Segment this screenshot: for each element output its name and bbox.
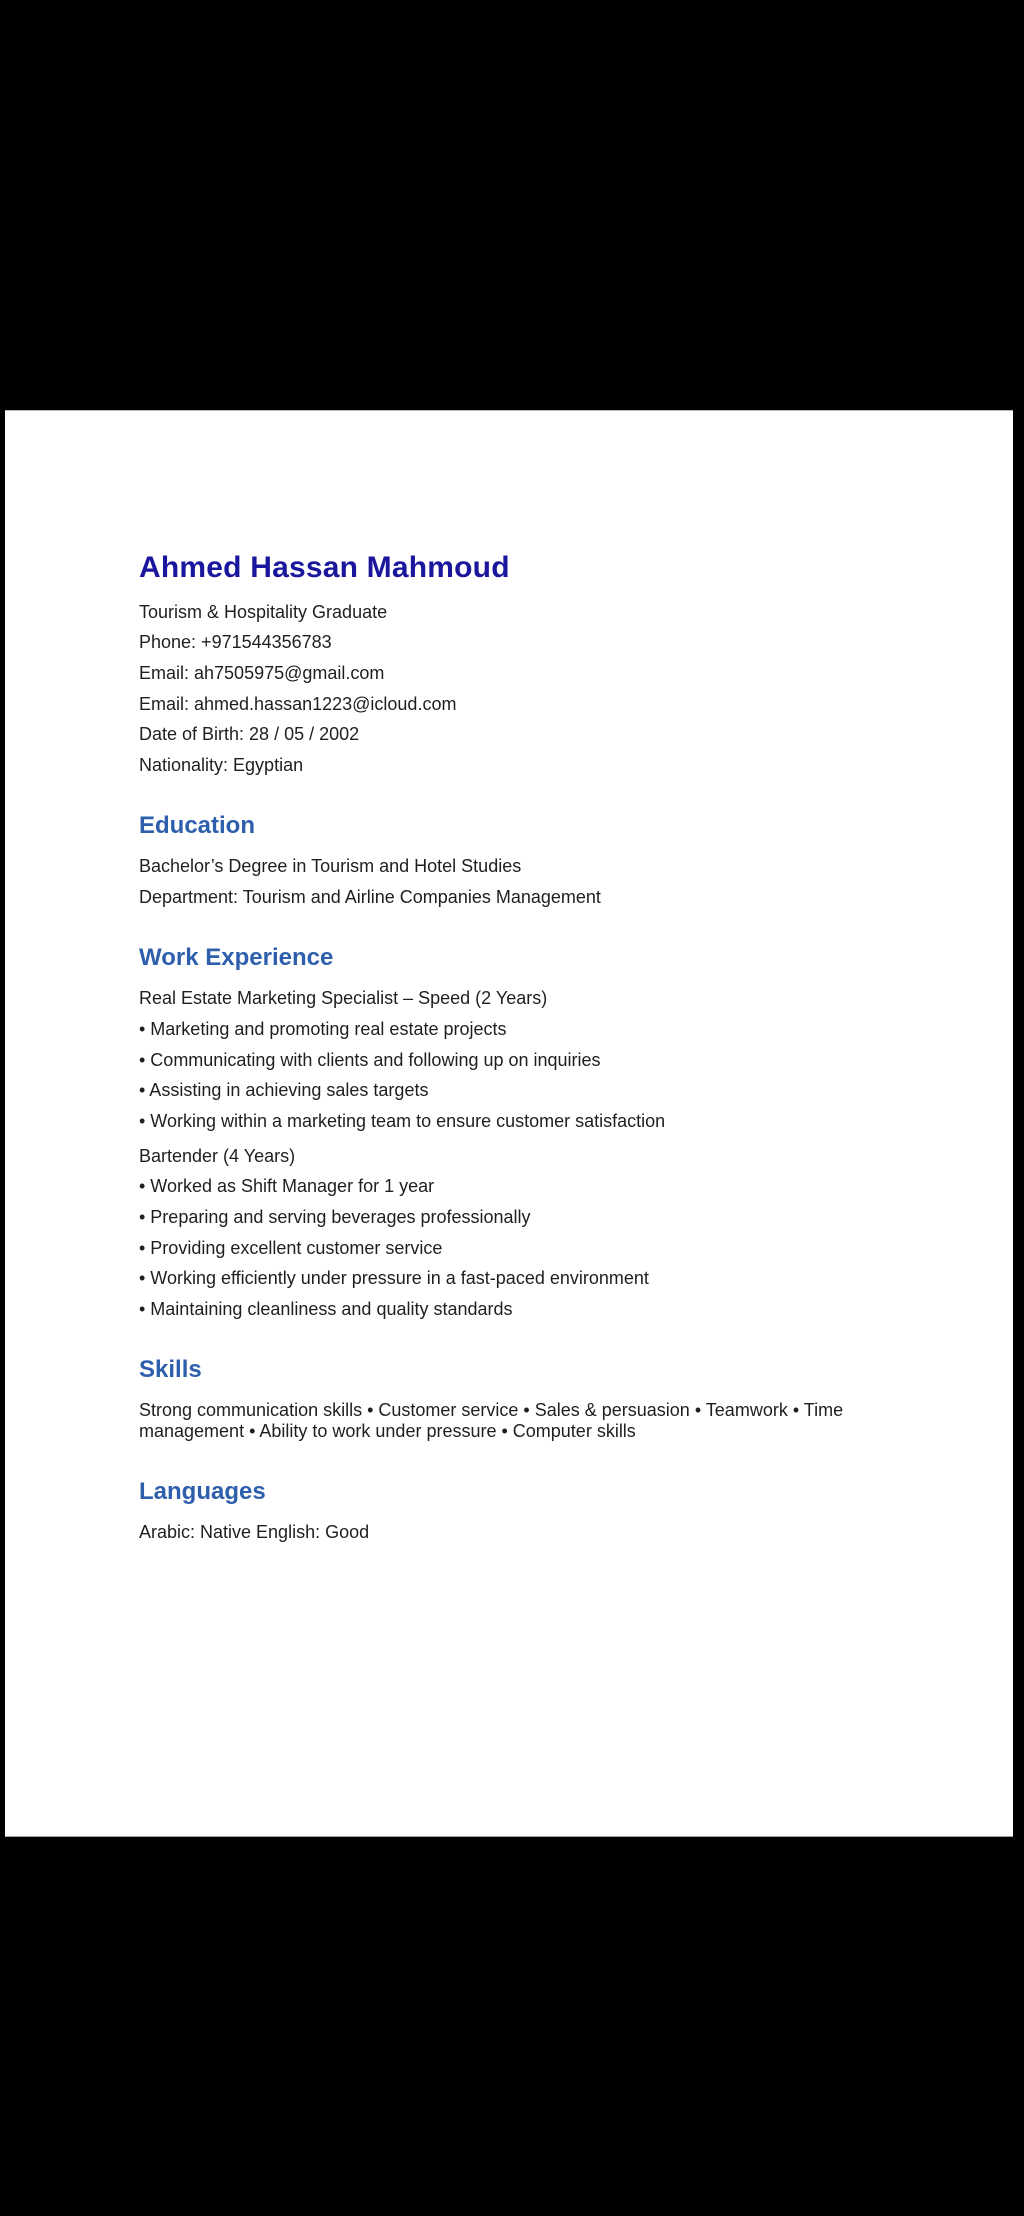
section-heading-languages: Languages — [139, 1477, 266, 1505]
bullet-item: • Working efficiently under pressure in a fast-paced environment — [139, 1268, 649, 1289]
contact-line-email-2: Email: ahmed.hassan1223@icloud.com — [139, 693, 457, 714]
section-heading-education: Education — [139, 811, 256, 839]
job-title: Real Estate Marketing Specialist – Speed (2 Years) — [139, 988, 548, 1009]
document-page — [5, 410, 1013, 1837]
bullet-item: • Maintaining cleanliness and quality standards — [139, 1299, 513, 1320]
bullet-item: • Marketing and promoting real estate projects — [139, 1018, 507, 1039]
languages-text: Arabic: Native English: Good — [139, 1522, 370, 1543]
education-line: Bachelor’s Degree in Tourism and Hotel Studies — [139, 856, 522, 877]
bullet-item: • Assisting in achieving sales targets — [139, 1080, 429, 1101]
bullet-item: • Preparing and serving beverages professionally — [139, 1207, 531, 1227]
skills-text: Strong communication skills • Customer service • Sales & persuasion • Teamwork • Time management • Ability to work under pressure • Computer skills — [139, 1400, 844, 1442]
contact-line-nationality: Nationality: Egyptian — [139, 754, 304, 775]
bullet-item: • Providing excellent customer service — [139, 1237, 443, 1258]
education-line: Department: Tourism and Airline Companies Management — [139, 886, 601, 907]
bullet-item: • Worked as Shift Manager for 1 year — [139, 1176, 435, 1197]
job-title: Bartender (4 Years) — [139, 1145, 296, 1166]
contact-line-role: Tourism & Hospitality Graduate — [139, 601, 388, 622]
bullet-item: • Working within a marketing team to ensure customer satisfaction — [139, 1110, 666, 1131]
section-heading-skills: Skills — [139, 1355, 202, 1383]
section-heading-work-experience: Work Experience — [139, 943, 334, 971]
contact-line-email-1: Email: ah7505975@gmail.com — [139, 662, 385, 683]
contact-line-dob: Date of Birth: 28 / 05 / 2002 — [139, 724, 360, 745]
bullet-item: • Communicating with clients and following up on inquiries — [139, 1049, 601, 1070]
contact-line-phone: Phone: +971544356783 — [139, 632, 332, 653]
page-title: Ahmed Hassan Mahmoud — [139, 551, 510, 584]
